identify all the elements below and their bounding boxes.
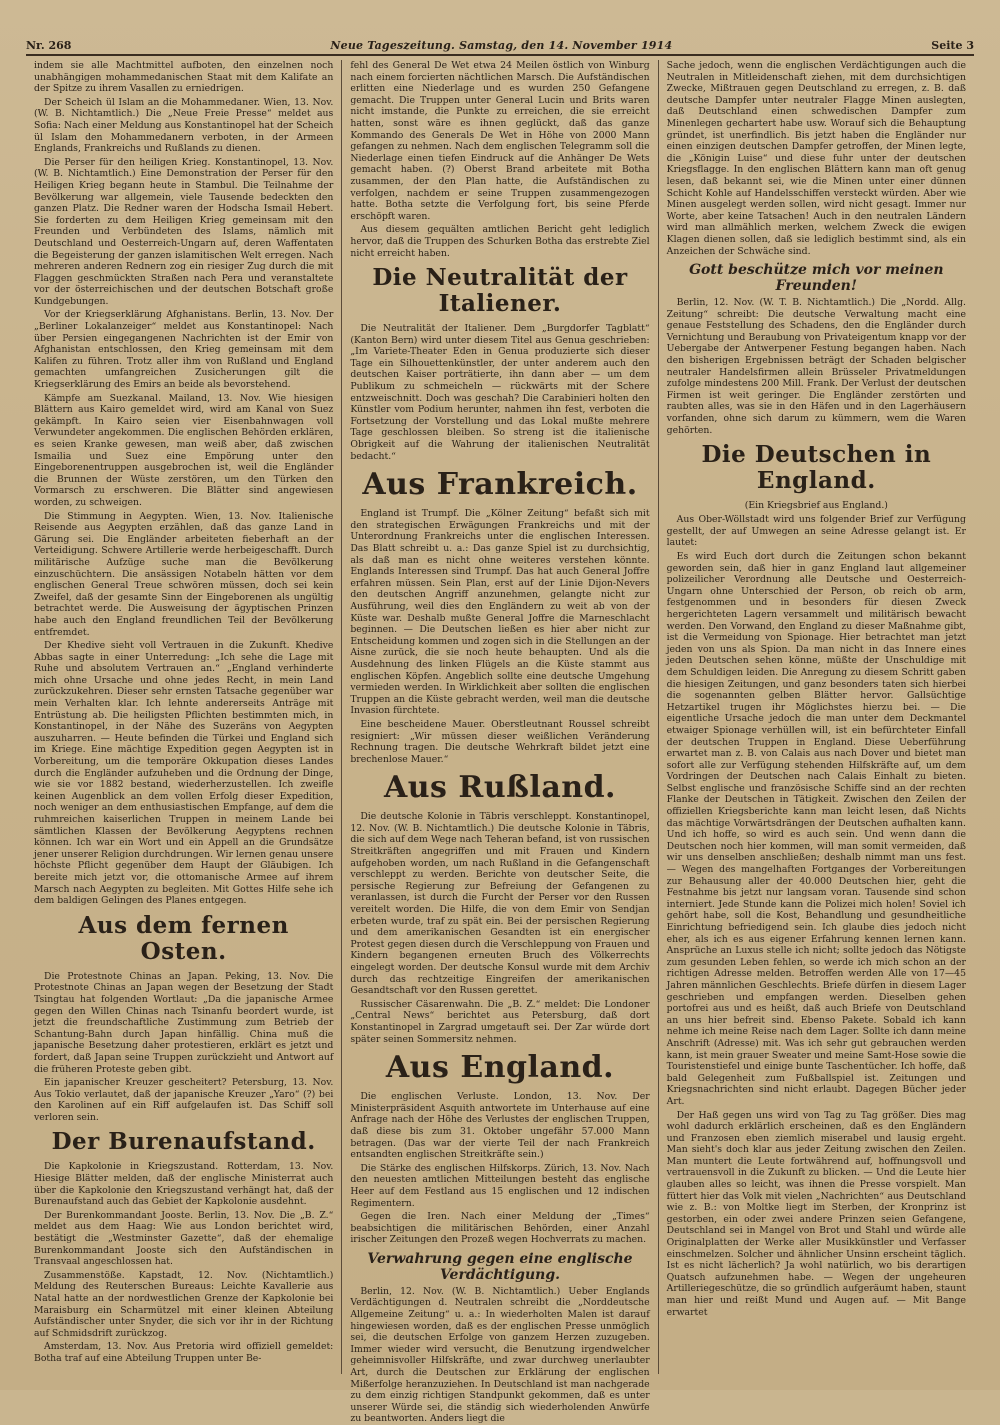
issue-number: Nr. 268: [26, 39, 72, 52]
article-paragraph: Die Neutralität der Italiener. Dem „Burgdorfer Tagblatt“ (Kanton Bern) wird unter diesem Titel aus Genua geschrieben: „Im Variete-Theater Eden in Genua produzierte sich dieser Tage ein Silhouettenkünstler, der unter anderem auch den deutschen Kaiser porträtierte, ihn dann aber — um dem Publikum zu schmeicheln — rückwärts mit der Schere entzweischnitt. Doch was geschah? Die Carabinieri holten den Künstler vom Podium herunter, nahmen ihn fest, verboten die Fortsetzung der Vorstellung und das Lokal mußte mehrere Tage geschlossen bleiben. So streng ist die italienische Obrigkeit auf die Wahrung der italienischen Neutralität bedacht.“: [350, 323, 650, 462]
section-subtitle: (Ein Kriegsbrief aus England.): [744, 500, 888, 512]
header-rule: [26, 54, 974, 56]
section-heading-england: Aus England.: [385, 1050, 615, 1086]
article-paragraph: Aus Ober-Wöllstadt wird uns folgender Brief zur Verfügung gestellt, der auf Umwegen an seine Adresse gelangt ist. Er lautet:: [666, 514, 966, 549]
article-paragraph: Amsterdam, 13. Nov. Aus Pretoria wird offiziell gemeldet: Botha traf auf eine Abteilung Truppen unter Be-: [34, 1341, 334, 1364]
article-paragraph: Der Burenkommandant Jooste. Berlin, 13. Nov. Die „B. Z.“ meldet aus dem Haag: Wie aus London berichtet wird, bestätigt die „Westminster Gazette“, daß der ehemalige Burenkommandant Jooste sich den Aufständischen in Transvaal angeschlossen hat.: [34, 1209, 334, 1268]
article-paragraph: Die Protestnote Chinas an Japan. Peking, 13. Nov. Die Protestnote Chinas an Japan wegen der Besetzung der Stadt Tsingtau hat folgenden Wortlaut: „Da die japanische Armee gegen den Willen Chinas nach Tsinanfu beordert wurde, ist jetzt die freundschaftliche Zustimmung zum Betrieb der Schantung-Bahn durch Japan hinfällig. China muß die japanische Besetzung daher protestieren, erklärt es jetzt und fordert, daß Japan seine Truppen zurückzieht und Antwort auf die früheren Proteste geben gibt.: [34, 970, 334, 1075]
article-paragraph: fehl des General De Wet etwa 24 Meilen östlich von Winburg nach einem forcierten nächtlichen Marsch. Die Aufständischen erlitten eine Niederlage und es wurden 250 Gefangene gemacht. Die Truppen unter General Lucin und Brits waren nicht imstande, die Punkte zu erreichen, die sie erreicht hatten, sonst wäre es ihnen geglückt, daß das ganze Kommando des Generals De Wet in Höhe von 2000 Mann gefangen zu nehmen. Nach dem englischen Telegramm soll die Niederlage einen tiefen Eindruck auf die Anhänger De Wets gemacht haben. (?) Oberst Brand arbeitete mit Botha zusammen, der den Plan hatte, die Aufständischen zu verfolgen, nachdem er seine Truppen zusammengezogen hatte. Botha setzte die Verfolgung fort, bis seine Pferde erschöpft waren.: [350, 60, 650, 222]
article-paragraph: Russischer Cäsarenwahn. Die „B. Z.“ meldet: Die Londoner „Central News“ berichtet aus Petersburg, daß dort Konstantinopel in Zargrad umgetauft sei. Der Zar würde dort später seinen Sommersitz nehmen.: [350, 998, 650, 1045]
article-paragraph: Die Perser für den heiligen Krieg. Konstantinopel, 13. Nov. (W. B. Nichtamtlich.) Eine Demonstration der Perser für den Heiligen Krieg begann heute in Stambul. Die Teilnahme der Bevölkerung war allgemein, viele Tausende bedeckten den ganzen Platz. Die Redner waren der Hodscha Ismail Hebert. Sie forderten zu dem Heiligen Krieg gemeinsam mit den Freunden und Verbündeten des Islams, nämlich mit Deutschland und Oesterreich-Ungarn auf, deren Waffentaten die Begeisterung der ganzen islamitischen Welt erregen. Nach mehreren anderen Rednern zog ein riesiger Zug durch die mit Flaggen geschmückten Straßen nach Pera und veranstaltete vor der österreichischen und der deutschen Botschaft große Kundgebungen.: [34, 156, 334, 307]
page-number: Seite 3: [931, 39, 974, 52]
page-header: [26, 30, 974, 52]
article-paragraph: Eine bescheidene Mauer. Oberstleutnant Roussel schreibt resigniert: „Wir müssen dieser weißlichen Veränderung Rechnung tragen. Die deutsche Wehrkraft bildet jetzt eine brechenlose Mauer.“: [350, 718, 650, 765]
column-1: [26, 60, 341, 1374]
columns: [26, 60, 974, 1425]
section-heading-frankreich: Aus Frankreich.: [362, 467, 638, 503]
article-paragraph: Die deutsche Kolonie in Täbris verschleppt. Konstantinopel, 12. Nov. (W. B. Nichtamtlich.) Die deutsche Kolonie in Täbris, die sich auf dem Wege nach Teheran befand, ist von russischen Streitkräften angegriffen und mit Frauen und Kindern aufgehoben worden, um nach Rußland in die Gefangenschaft verschleppt zu werden. Berichte von deutscher Seite, die persische Regierung zur Befreiung der Gefangenen zu veranlassen, ist durch die Furcht der Perser vor den Russen vereitelt worden. Die Hilfe, die von dem Emir von Sendjan erbeten wurde, traf zu spät ein. Bei der persischen Regierung und dem amerikanischen Gesandten ist ein energischer Protest gegen diesen durch die Verschleppung von Frauen und Kindern begangenen erneuten Bruch des Völkerrechts eingelegt worden. Der deutsche Konsul wurde mit dem Archiv durch das rechtzeitige Eingreifen der amerikanischen Gesandtschaft vor den Russen gerettet.: [350, 811, 650, 997]
newspaper-title-date: Neue Tageszeitung. Samstag, den 14. November 1914: [330, 39, 673, 52]
article-paragraph: Sache jedoch, wenn die englischen Verdächtigungen auch die Neutralen in Mitleidenschaft ziehen, mit dem durchsichtigen Zwecke, Mißtrauen gegen Deutschland zu erregen, z. B. daß deutsche Dampfer unter neutraler Flagge Minen auslegten, daß Deutschland einen schwedischen Dampfer zum Minenlegen gechartert habe usw. Worauf sich die Behauptung gründet, ist unerfindlich. Bis jetzt haben die Engländer nur einen einzigen deutschen Dampfer getroffen, der Minen legte, die „Königin Luise“ und diese fuhr unter der deutschen Kriegsflagge. In den englischen Blättern kann man oft genug lesen, daß bekannt sei, wie die Minen unter einer dünnen Schicht Kohle auf Handelsschiffen versteckt würden. Aber wie Minen ausgelegt werden sollen, wird nicht gesagt. Immer nur Worte, aber keine Tatsachen! Auch in den neutralen Ländern wird man allmählich merken, welchem Zweck die ewigen Klagen dienen sollen, daß sie lediglich bestimmt sind, als ein Anzeichen der Schwäche sind.: [666, 60, 966, 257]
column-3: [658, 60, 974, 1374]
article-paragraph: Die englischen Verluste. London, 13. Nov. Der Ministerpräsident Asquith antwortete im Unterhause auf eine Anfrage nach der Höhe des Verlustes der englischen Truppen, daß diese bis zum 31. Oktober ungefähr 57.000 Mann betragen. (Das war der vierte Teil der nach Frankreich entsandten englischen Streitkräfte sein.): [350, 1091, 650, 1161]
article-paragraph: Ein japanischer Kreuzer gescheitert? Petersburg, 13. Nov. Aus Tokio verlautet, daß der japanische Kreuzer „Yaro“ (?) bei den Karolinen auf ein Riff aufgelaufen ist. Das Schiff soll verloren sein.: [34, 1077, 334, 1123]
article-paragraph: Berlin, 12. Nov. (W. T. B. Nichtamtlich.) Die „Nordd. Allg. Zeitung“ schreibt: Die deutsche Verwaltung macht eine genaue Feststellung des Schadens, den die Engländer durch Vernichtung und Beraubung von Privateigentum knapp vor der Uebergabe der Antwerpener Festung begangen haben. Nach den bisherigen Ergebnissen beträgt der Schaden belgischer neutraler Handelsfirmen allein Brüsseler Privatmeldungen zufolge mindestens 200 Mill. Frank. Der Verlust der deutschen Firmen ist weit geringer. Die Engländer zerstörten und raubten alles, was sie in den Häfen und in den Lagerhäusern vorfanden, ohne sich darum zu kümmern, wem die Waren gehörten.: [666, 297, 966, 436]
article-paragraph: Die Stimmung in Aegypten. Wien, 13. Nov. Italienische Reisende aus Aegypten erzählen, daß das ganze Land in Gärung sei. Die Engländer arbeiteten fieberhaft an der Verteidigung. Schwere Artillerie werde herbeigeschafft. Durch militärische Aufzüge suche man die Bevölkerung einzuschüchtern. Die ansässigen Notabeln hätten vor dem englischen General Treue schwören müssen, doch sei kein Zweifel, daß der gesamte Sinn der Eingeborenen als ungültig betrachtet werde. Die Ausweisung der ägyptischen Prinzen habe auch den England freundlichen Teil der Bevölkerung entfremdet.: [34, 510, 334, 638]
article-paragraph: Der Khedive sieht voll Vertrauen in die Zukunft. Khedive Abbas sagte in einer Unterredung: „Ich sehe die Lage mit Ruhe und absolutem Vertrauen an.“ „England verhinderte mich ohne Ursache und ohne jedes Recht, in mein Land zurückzukehren. Dieser sehr ernsten Tatsache gegenüber war mein Verhalten klar. Ich lehnte andererseits Anträge mit Entrüstung ab. Die heiligsten Pflichten bestimmten mich, in Konstantinopel, in der Nähe des Suzeräns von Aegypten auszuharren. — Heute befinden die Türkei und England sich im Kriege. Eine mächtige Expedition gegen Aegypten ist in Vorbereitung, um die temporäre Okkupation dieses Landes durch die Engländer aufzuheben und die Ordnung der Dinge, wie sie vor 1882 bestand, wiederherzustellen. Ich zweifle keinen Augenblick an dem vollen Erfolg dieser Expedition, noch weniger an dem enthusiastischen Empfange, auf dem die ruhmreichen kaiserlichen Truppen in meinem Lande bei sämtlichen Klassen der Bevölkerung Aegyptens rechnen können. Ich war ein Wort und ein Appell an die Grundsätze jener unserer Religion durchdrungen. Wir lernen genau unsere höchste Pflicht gegenüber dem Haupt der Gläubigen. Ich bereite mich jetzt vor, die ottomanische Armee auf ihrem Marsch nach Aegypten zu begleiten. Mit Gottes Hilfe sehe ich dem baldigen Gelingen des Planes entgegen.: [34, 640, 334, 907]
section-heading-buren: Der Burenaufstand.: [51, 1128, 316, 1156]
article-paragraph: Der Haß gegen uns wird von Tag zu Tag größer. Dies mag wohl dadurch erklärlich erscheinen, daß es den Engländern und Franzosen eben ziemlich miserabel und lausig ergeht. Man sieht's doch klar aus jeder Zeitung zwischen den Zeilen. Man muntert die Leute fortwährend auf, hoffnungsvoll und vertrauensvoll in die Zukunft zu blicken. — Und die Leute hier glauben alles so leicht, was ihnen die Presse vorspielt. Man füttert hier das Volk mit vielen „Nachrichten“ aus Deutschland wie z. B.: von Moltke liegt im Sterben, der Kronprinz ist gestorben, ein oder zwei andere Prinzen seien Gefangene, Deutschland sei in Mangel von Brot und Stahl und würde alle Originalplatten der Werke aller Musikkünstler und Verfasser einschmelzen. Solcher und ähnlicher Unsinn erscheint täglich. Ist es nicht lächerlich? Ja wohl natürlich, wo bis derartigen Quatsch aufzunehmen habe. — Wegen der ungeheuren Artilleriegeschütze, die so gründlich aufgeräumt haben, staunt man hier und reißt Mund und Augen auf. — Mit Bange erwartet: [666, 1109, 966, 1318]
article-paragraph: Gegen die Iren. Nach einer Meldung der „Times“ beabsichtigen die militärischen Behörden, einer Anzahl irischer Zeitungen den Prozeß wegen Hochverrats zu machen.: [350, 1211, 650, 1246]
article-paragraph: Aus diesem gequälten amtlichen Bericht geht lediglich hervor, daß die Truppen des Schurken Botha das erstrebte Ziel nicht erreicht haben.: [350, 224, 650, 259]
article-paragraph: indem sie alle Machtmittel aufboten, den einzelnen noch unabhängigen mohammedanischen Staat mit dem Kalifate an der Spitze zu ihrem Vasallen zu erniedrigen.: [34, 60, 334, 95]
section-heading-deutschen-england: Die Deutschen in England.: [701, 441, 932, 495]
section-heading-italiener: Die Neutralität der Italiener.: [372, 264, 628, 318]
section-heading-russland: Aus Rußland.: [383, 770, 616, 806]
column-2: [341, 60, 657, 1425]
article-paragraph: Die Stärke des englischen Hilfskorps. Zürich, 13. Nov. Nach den neuesten amtlichen Mitteilungen besteht das englische Heer auf dem Festland aus 15 englischen und 12 indischen Regimentern.: [350, 1162, 650, 1209]
section-heading-verwahrung: Verwahrung gegen eine englische Verdächtigung.: [367, 1250, 633, 1283]
article-paragraph: Der Scheich ül Islam an die Mohammedaner. Wien, 13. Nov. (W. B. Nichtamtlich.) Die „Neue Freie Presse“ meldet aus Sofia: Nach einer Meldung aus Konstantinopel hat der Scheich ül Islam den Mohammedanern verboten, in der Armeen Englands, Frankreichs und Rußlands zu dienen.: [34, 96, 334, 155]
article-paragraph: England ist Trumpf. Die „Kölner Zeitung“ befaßt sich mit den strategischen Erwägungen Frankreichs und mit der Unterordnung Frankreichs unter die englischen Interessen. Das Blatt schreibt u. a.: Das ganze Spiel ist zu durchsichtig, als daß man es nicht ohne weiteres verstehen könnte. Englands Interessen sind Trumpf. Das hat auch General Joffre erfahren müssen. Sein Plan, erst auf der Linie Dijon-Nevers den deutschen Angriff anzunehmen, gelangte nicht zur Ausführung, weil dies den Engländern zu weit ab von der Küste war. Deshalb mußte General Joffre die Marneschlacht beginnen. — Die Deutschen ließen es hier aber nicht zur Entscheidung kommen und zogen sich in die Stellungen an der Aisne zurück, die sie noch heute behaupten. Und als die Ausdehnung des linken Flügels an die Küste stammt aus englischen Köpfen. Angeblich sollte eine deutsche Umgehung vermieden werden. In Wirklichkeit aber sollten die englischen Truppen an die Küste gebracht werden, weil man die deutsche Invasion fürchtete.: [350, 508, 650, 717]
section-heading-osten: Aus dem fernen Osten.: [78, 911, 289, 965]
article-paragraph: Zusammenstöße. Kapstadt, 12. Nov. (Nichtamtlich.) Meldung des Reuterschen Bureaus: Leichte Kavallerie aus Natal hatte an der nordwestlichen Grenze der Kapkolonie bei Maraisburg ein Scharmützel mit einer kleinen Abteilung Aufständischer unter Snyder, die sich vor ihr in der Richtung auf Schmidsdrift zurückzog.: [34, 1269, 334, 1339]
section-heading-gott: Gott beschütze mich vor meinen Freunden!: [689, 262, 944, 295]
article-paragraph: Die Kapkolonie in Kriegszustand. Rotterdam, 13. Nov. Hiesige Blätter melden, daß der englische Ministerrat auch über die Kapkolonie den Kriegszustand verhängt hat, daß der Burenaufstand auch das Gebiet der Kapkolonie ausdehnt.: [34, 1161, 334, 1208]
article-paragraph: Kämpfe am Suezkanal. Mailand, 13. Nov. Wie hiesigen Blättern aus Kairo gemeldet wird, wird am Kanal von Suez gekämpft. In Kairo seien vier Eisenbahnwagen voll Verwundeter angekommen. Die englischen Behörden erklären, es seien Kranke gewesen, man weiß aber, daß zwischen Ismailia und Suez eine Empörung unter den Eingeborenentruppen ausgebrochen ist, weil die Engländer die Brunnen der Wüste zerstören, um den Türken den Vormarsch zu erschweren. Die Blätter sind angewiesen worden, zu schweigen.: [34, 392, 334, 508]
article-paragraph: Berlin, 12. Nov. (W. B. Nichtamtlich.) Ueber Englands Verdächtigungen d. Neutralen schreibt die „Norddeutsche Allgemeine Zeitung“ u. a.: In wiederholten Malen ist darauf hingewiesen worden, daß es der englischen Presse unmöglich sei, die deutschen Erfolge von ganzem Herzen zuzugeben. Immer wieder wird versucht, die Benutzung irgendwelcher geheimnisvoller Hilfskräfte, und zwar durchweg unerlaubter Art, durch die Deutschen zur Erklärung der englischen Mißerfolge heranzuziehen. In Deutschland ist man nachgerade zu dem einzig richtigen Standpunkt gekommen, daß es unter unserer Würde sei, die ständig sich wiederholenden Anwürfe zu beantworten. Anders liegt die: [350, 1285, 650, 1425]
article-paragraph: Es wird Euch dort durch die Zeitungen schon bekannt geworden sein, daß hier in ganz England laut allgemeiner polizeilicher Verordnung alle Deutsche und Oesterreich-Ungarn ohne Unterschied der Person, ob reich ob arm, festgenommen und in besonders für diesen Zweck hergerichteten Lagern versammelt und militärisch bewacht werden. Den Vorwand, den England zu dieser Maßnahme gibt, ist die Vermeidung von Spionage. Hier betrachtet man jetzt jeden von uns als Spion. Da man nicht in das Innere eines jeden Deutschen sehen könne, müßte der Unschuldige mit dem Schuldigen leiden. Die Anregung zu diesem Schritt gaben die hiesigen Zeitungen, und ganz besonders taten sich hierbei die sogenannten gelben Blätter hervor. Gallsüchtige Hetzartikel trugen ihr Möglichstes hierzu bei. — Die eigentliche Ursache jedoch die man unter dem Deckmantel etwaiger Spionage verhüllen will, ist ein befürchteter Einfall der deutschen Truppen in England. Diese Ueberführung erwartet man z. B. von Calais aus nach Dover und bietet man sofort alle zur Verfügung stehenden Hilfskräfte auf, um dem Vordringen der Deutschen nach Calais Einhalt zu bieten. Selbst englische und französische Schiffe sind an der rechten Flanke der Deutschen in Tätigkeit. Zwischen den Zeilen der offiziellen Kriegsberichte kann man leicht lesen, daß Nichts das mächtige Vorwärtsdrängen der Deutschen aufhalten kann. Und ich hoffe, so wird es auch sein. Und wenn dann die Deutschen noch hier kommen, will man somit vermeiden, daß wir uns denselben anschließen; deshalb nimmt man uns fest. — Wegen des mangelhaften Fortganges der Vorbereitungen zur Behausung aller der 40.000 Deutschen hier, geht die Festnahme bis jetzt nur langsam voran. Tausende sind schon interniert. Jede Stunde kann die Polizei mich holen! Soviel ich gehört habe, soll die Kost, Behandlung und gesundheitliche Einrichtung befriedigend sein. Ich glaube dies jedoch nicht eher, als ich es aus eigener Erfahrung kennen lernen kann. Ansprüche an Luxus stelle ich nicht; sollte jedoch das Nötigste zum gesunden Leben fehlen, so werde ich mich schon an der richtigen Adresse melden. Betroffen werden Alle von 17—45 Jahren männlichen Geschlechts. Briefe dürfen in diesem Lager geschrieben und empfangen werden. Dieselben gehen portofrei aus und es heißt, daß auch Briefe von Deutschland an uns hier befreit sind. Ebenso Pakete. Sobald ich kann nehme ich meine Reise nach dem Lager. Sollte ich dann meine Anschrift (Adresse) mit. Was ich sehr gut gebrauchen werden kann, ist mein grauer Sweater und meine Samt-Hose sowie die Touristenstiefel und einige bunte Taschentücher. Ich hoffe, daß bald Gelegenheit zum Fußballspiel ist. Zeitungen und Kriegsnachrichten sind nicht erlaubt. Dagegen Bücher jeder Art.: [666, 551, 966, 1107]
article-paragraph: Vor der Kriegserklärung Afghanistans. Berlin, 13. Nov. Der „Berliner Lokalanzeiger“ meldet aus Konstantinopel: Nach über Persien eingegangenen Nachrichten ist der Emir von Afghanistan entschlossen, den Krieg gemeinsam mit dem Kalifen zu führen. Trotz aller ihm von Rußland und England gemachten umfangreichen Zusicherungen gilt die Kriegserklärung des Emirs an beide als bevorstehend.: [34, 309, 334, 391]
